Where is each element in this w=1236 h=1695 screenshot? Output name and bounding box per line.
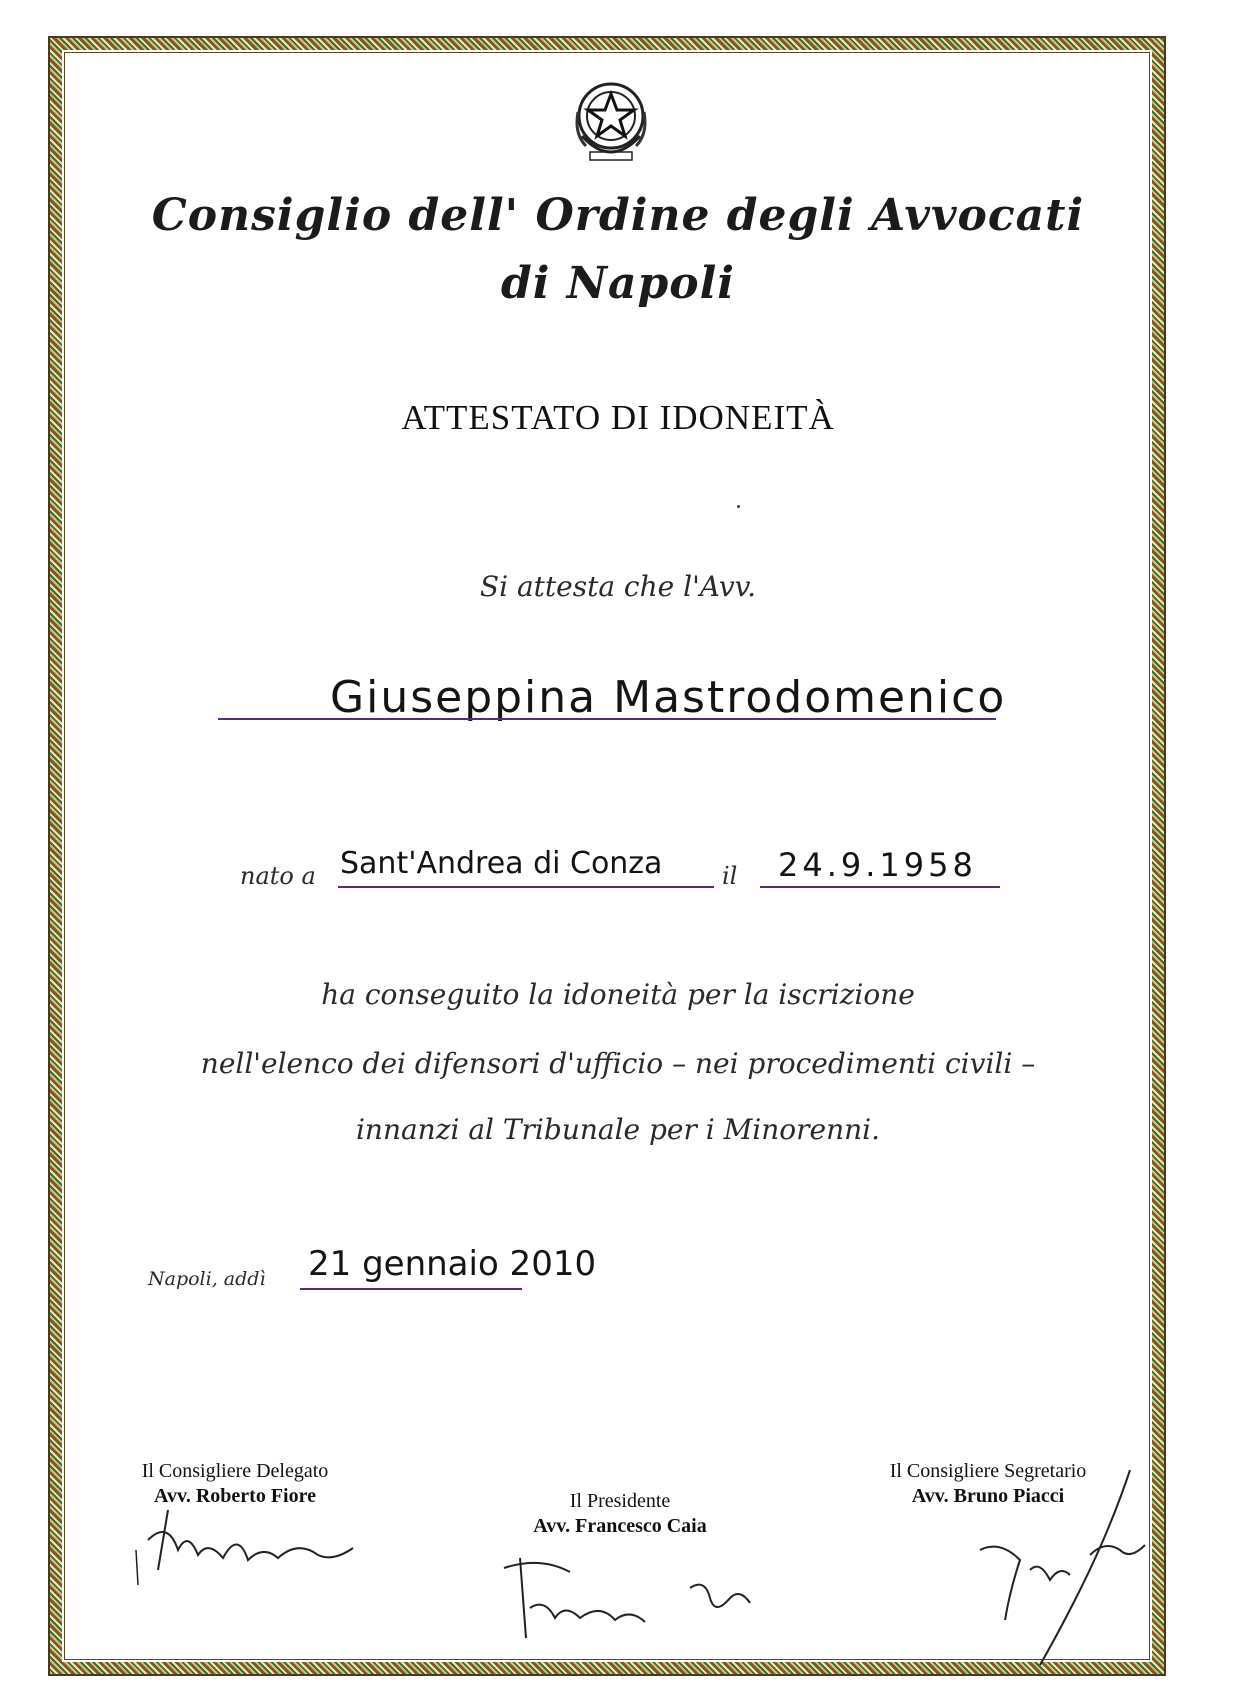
signatory-left-name: Avv. Roberto Fiore xyxy=(153,1485,316,1507)
signature-left xyxy=(128,1500,378,1590)
signatory-right-role: Il Consigliere Segretario xyxy=(889,1460,1087,1482)
birthdate-underline xyxy=(760,886,1000,888)
body-line-3: innanzi al Tribunale per i Minorenni. xyxy=(355,1113,881,1146)
signatory-left-role: Il Consigliere Delegato xyxy=(141,1460,329,1482)
date-label: il xyxy=(722,862,738,890)
speck xyxy=(737,505,740,508)
italian-republic-emblem-icon xyxy=(568,72,654,168)
attestation-intro: Si attesta che l'Avv. xyxy=(479,570,757,603)
name-underline xyxy=(218,718,996,720)
body-line-2: nell'elenco dei difensori d'ufficio – nei procedimenti civili – xyxy=(200,1047,1036,1080)
issue-place-label: Napoli, addì xyxy=(148,1268,266,1290)
born-label: nato a xyxy=(240,862,316,890)
body-line-1: ha conseguito la idoneità per la iscrizione xyxy=(321,978,915,1011)
holder-name: Giuseppina Mastrodomenico xyxy=(330,672,1007,723)
birthplace-value: Sant'Andrea di Conza xyxy=(340,846,663,881)
document-title: ATTESTATO DI IDONEITÀ xyxy=(401,398,835,437)
birthplace-underline xyxy=(338,886,714,888)
signatory-right-name: Avv. Bruno Piacci xyxy=(911,1485,1065,1507)
council-name-line2: di Napoli xyxy=(500,258,736,309)
signatory-center-name: Avv. Francesco Caia xyxy=(533,1515,707,1537)
signatory-center xyxy=(500,1490,740,1538)
council-name-line1: Consiglio dell' Ordine degli Avvocati xyxy=(151,190,1085,241)
issue-date-value: 21 gennaio 2010 xyxy=(308,1244,597,1284)
signature-right xyxy=(960,1470,1160,1670)
signatory-center-role: Il Presidente xyxy=(569,1490,671,1512)
issue-date-underline xyxy=(300,1288,522,1290)
birthdate-value: 24.9.1958 xyxy=(778,846,977,884)
signature-center xyxy=(500,1548,780,1648)
